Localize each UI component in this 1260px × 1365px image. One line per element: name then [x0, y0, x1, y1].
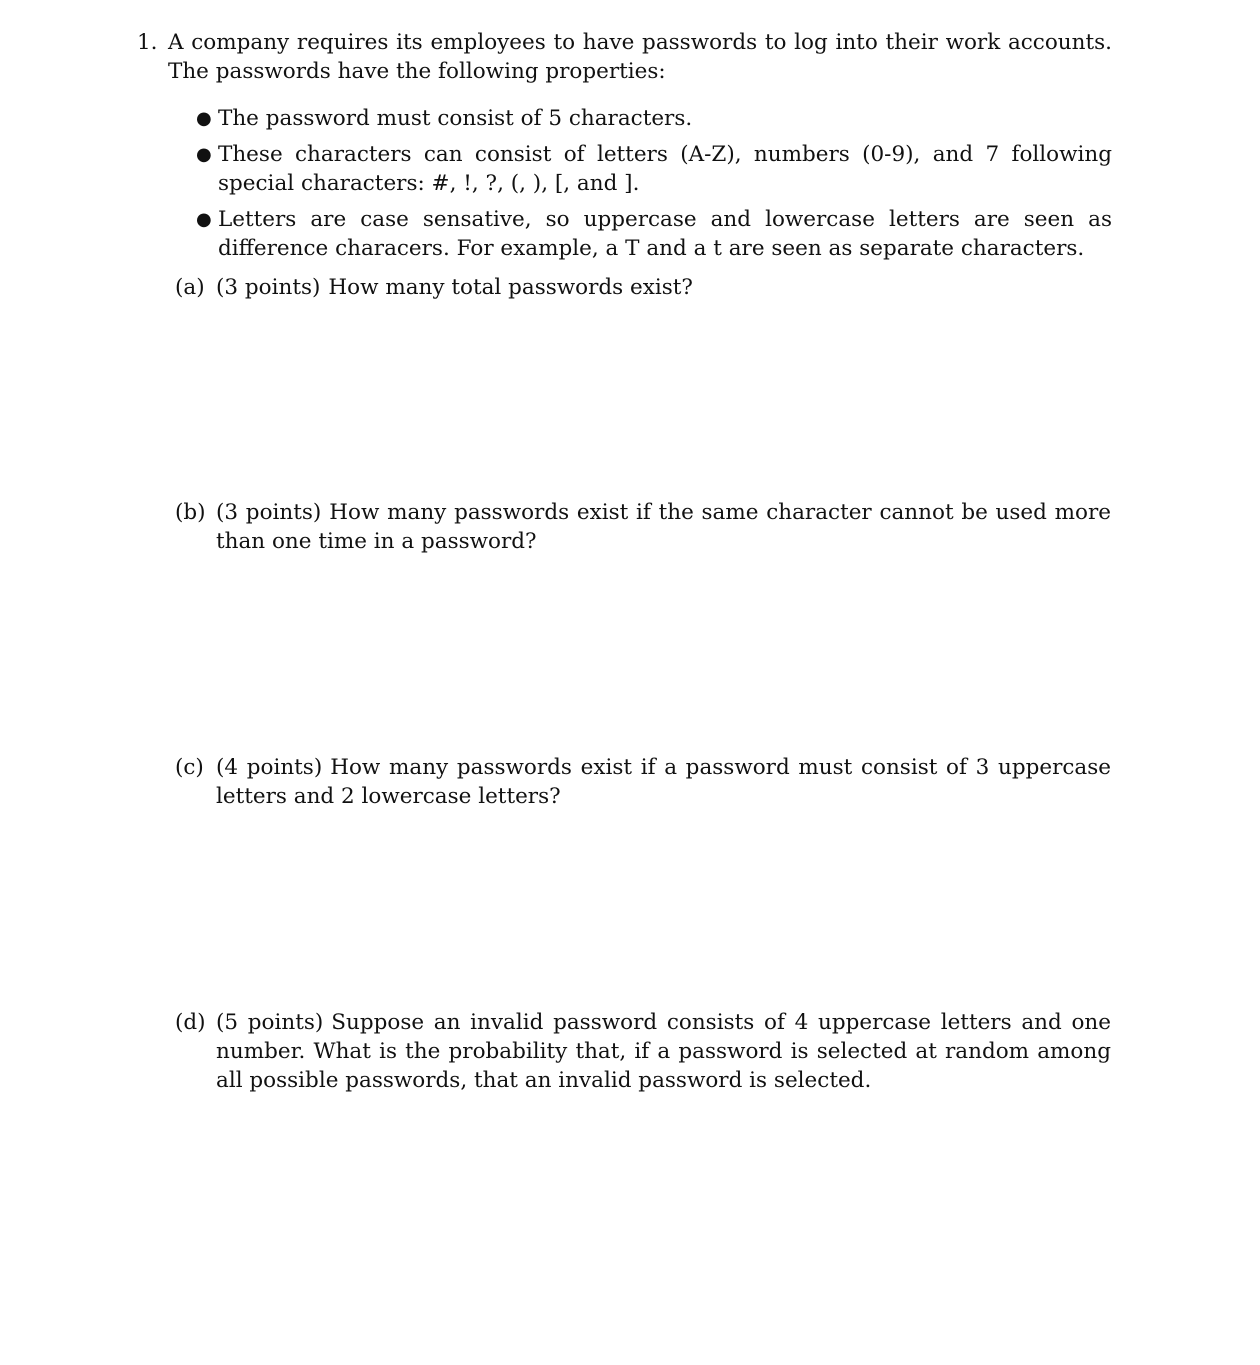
question-text: How many passwords exist if a password must consist of 3 uppercase letters and 2 lowercase letters?: [216, 755, 1111, 809]
part-points: (3 points): [216, 500, 322, 525]
property-list: [137, 104, 1112, 263]
question-text: How many total passwords exist?: [328, 275, 693, 300]
part-label: (b): [175, 500, 206, 525]
part-question: [216, 1008, 1111, 1095]
question-text: How many passwords exist if the same character cannot be used more than one time in a password?: [216, 500, 1111, 554]
part-question: [216, 753, 1111, 811]
part-label: (c): [175, 755, 204, 780]
part-label: (d): [175, 1010, 206, 1035]
problem-1: [137, 28, 1112, 270]
property-item: [196, 104, 1112, 133]
bullet-icon: ●: [196, 108, 212, 129]
part-b: [175, 498, 1111, 556]
part-c: [175, 753, 1111, 811]
property-item: [196, 205, 1112, 263]
bullet-icon: ●: [196, 144, 212, 165]
part-question: [216, 498, 1111, 556]
property-text: These characters can consist of letters (A-Z), numbers (0-9), and 7 following special characters: #, !, ?, (, ), [, and ].: [218, 142, 1112, 196]
part-question: [216, 273, 1111, 302]
problem-number: 1.: [137, 30, 158, 55]
part-points: (4 points): [216, 755, 323, 780]
property-text: Letters are case sensative, so uppercase and lowercase letters are seen as difference characers. For example, a T and a t are seen as separate characters.: [218, 207, 1112, 261]
question-text: Suppose an invalid password consists of 4 uppercase letters and one number. What is the probability that, if a password is selected at random among all possible passwords, that an invalid password is selected.: [216, 1010, 1111, 1093]
property-text: The password must consist of 5 characters.: [218, 106, 693, 131]
problem-intro: A company requires its employees to have passwords to log into their work accounts. The passwords have the following properties:: [168, 30, 1112, 84]
part-d: [175, 1008, 1111, 1095]
part-points: (5 points): [216, 1010, 324, 1035]
bullet-icon: ●: [196, 209, 212, 230]
part-a: [175, 273, 1111, 302]
part-label: (a): [175, 275, 205, 300]
property-item: [196, 140, 1112, 198]
part-points: (3 points): [216, 275, 321, 300]
